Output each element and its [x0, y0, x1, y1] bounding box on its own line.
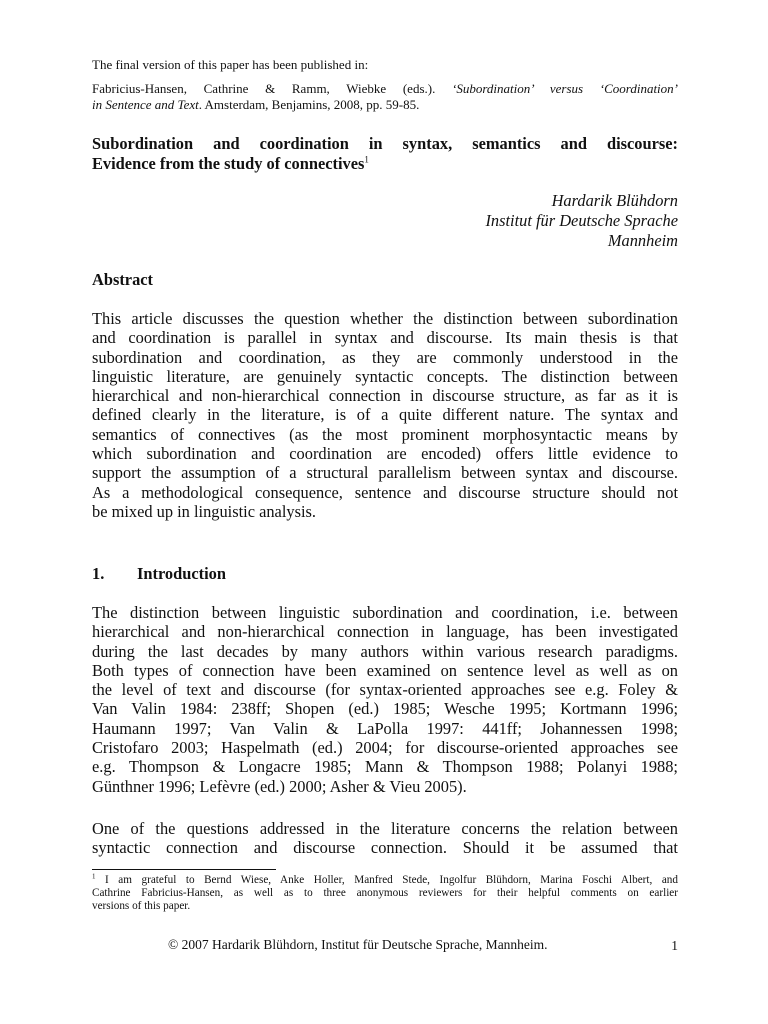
abstract-line: which subordination and coordination are encoded) offers little evidence to — [92, 444, 678, 464]
section-number: 1. — [92, 564, 105, 583]
footnote — [92, 874, 678, 914]
abstract-heading-text: Abstract — [92, 270, 153, 289]
author-block — [485, 191, 678, 251]
abstract-line: This article discusses the question whether the distinction between subordination — [92, 309, 678, 328]
paragraph-line: The distinction between linguistic subordination and coordination, i.e. between — [92, 603, 678, 622]
page-number-text: 1 — [671, 938, 678, 953]
footnote-number: 1 — [92, 872, 96, 881]
footnote-line-3: versions of this paper. — [92, 900, 191, 913]
footnote-line-1: $^1$ I am grateful to Bernd Wiese, Anke Holler, Manfred Stede, Ingolfur Blühdorn, Marina Foschi Albert, and — [92, 872, 678, 886]
copyright-notice — [168, 937, 548, 953]
abstract-line: semantics of connectives (as the most prominent morphosyntactic means by — [92, 424, 678, 444]
author-institute: Institut für Deutsche Sprache — [485, 211, 678, 230]
paragraph-line: syntactic connection and discourse connection. Should it be assumed that — [92, 838, 678, 858]
footnote-line-2: Cathrine Fabricius-Hansen, as well as to three anonymous reviewers for their helpful comments on earlier — [92, 887, 678, 900]
abstract-line: support the assumption of a structural parallelism between syntax and discourse. — [92, 463, 678, 483]
publication-note — [92, 57, 678, 73]
page-number — [671, 938, 678, 954]
abstract-line: be mixed up in linguistic analysis. — [92, 501, 316, 521]
intro-paragraph-2 — [92, 819, 678, 858]
copyright-text: © 2007 Hardarik Blühdorn, Institut für Deutsche Sprache, Mannheim. — [168, 937, 548, 952]
footnote-mark[interactable]: 1 — [364, 154, 369, 165]
abstract-line: As a methodological consequence, sentence and discourse structure should not — [92, 482, 678, 502]
footnote-divider — [92, 869, 276, 870]
paragraph-line: Cristofaro 2003; Haspelmath (ed.) 2004; for discourse-oriented approaches see — [92, 738, 678, 758]
paragraph-line: Both types of connection have been examined on sentence level as well as on — [92, 660, 678, 680]
abstract-line: subordination and coordination, as they are commonly understood in the — [92, 347, 678, 367]
citation-line-2: in Sentence and Text. Amsterdam, Benjamins, 2008, pp. 59-85. — [92, 97, 420, 112]
paragraph-line: during the last decades by many authors within various research paradigms. — [92, 641, 678, 661]
author-name: Hardarik Blühdorn — [551, 191, 678, 210]
paper-title — [92, 134, 678, 174]
paragraph-line: hierarchical and non-hierarchical connection in language, has been investigated — [92, 622, 678, 642]
title-line-1: Subordination and coordination in syntax, semantics and discourse: — [92, 134, 678, 153]
abstract-line: linguistic literature, are genuinely syntactic concepts. The distinction between — [92, 366, 678, 386]
section-title: Introduction — [137, 564, 226, 583]
section-heading — [92, 564, 678, 583]
author-city: Mannheim — [607, 231, 678, 250]
citation-line-1: Fabricius-Hansen, Cathrine & Ramm, Wiebke (eds.). ‘Subordination’ versus ‘Coordination’ — [92, 81, 678, 96]
paragraph-line: Haumann 1997; Van Valin & LaPolla 1997: 441ff; Johannessen 1998; — [92, 718, 678, 738]
title-line-2: Evidence from the study of connectives$^1$ — [92, 154, 369, 173]
paragraph-line: the level of text and discourse (for syntax-oriented approaches see e.g. Foley & — [92, 680, 678, 700]
abstract-line: and coordination is parallel in syntax and discourse. Its main thesis is that — [92, 328, 678, 348]
citation — [92, 81, 678, 113]
publication-note-text: The final version of this paper has been published in: — [92, 57, 369, 72]
abstract-heading — [92, 270, 678, 289]
abstract-line: defined clearly in the literature, is of a quite different nature. The syntax and — [92, 405, 678, 425]
paragraph-line: Günthner 1996; Lefèvre (ed.) 2000; Asher & Vieu 2005). — [92, 776, 467, 796]
paragraph-line: Van Valin 1984: 238ff; Shopen (ed.) 1985; Wesche 1995; Kortmann 1996; — [92, 699, 678, 719]
abstract-line: hierarchical and non-hierarchical connection in discourse structure, as far as it is — [92, 386, 678, 406]
intro-paragraph-1 — [92, 603, 678, 796]
paragraph-line: One of the questions addressed in the literature concerns the relation between — [92, 819, 678, 838]
abstract-body — [92, 309, 678, 521]
paragraph-line: e.g. Thompson & Longacre 1985; Mann & Thompson 1988; Polanyi 1988; — [92, 757, 678, 777]
